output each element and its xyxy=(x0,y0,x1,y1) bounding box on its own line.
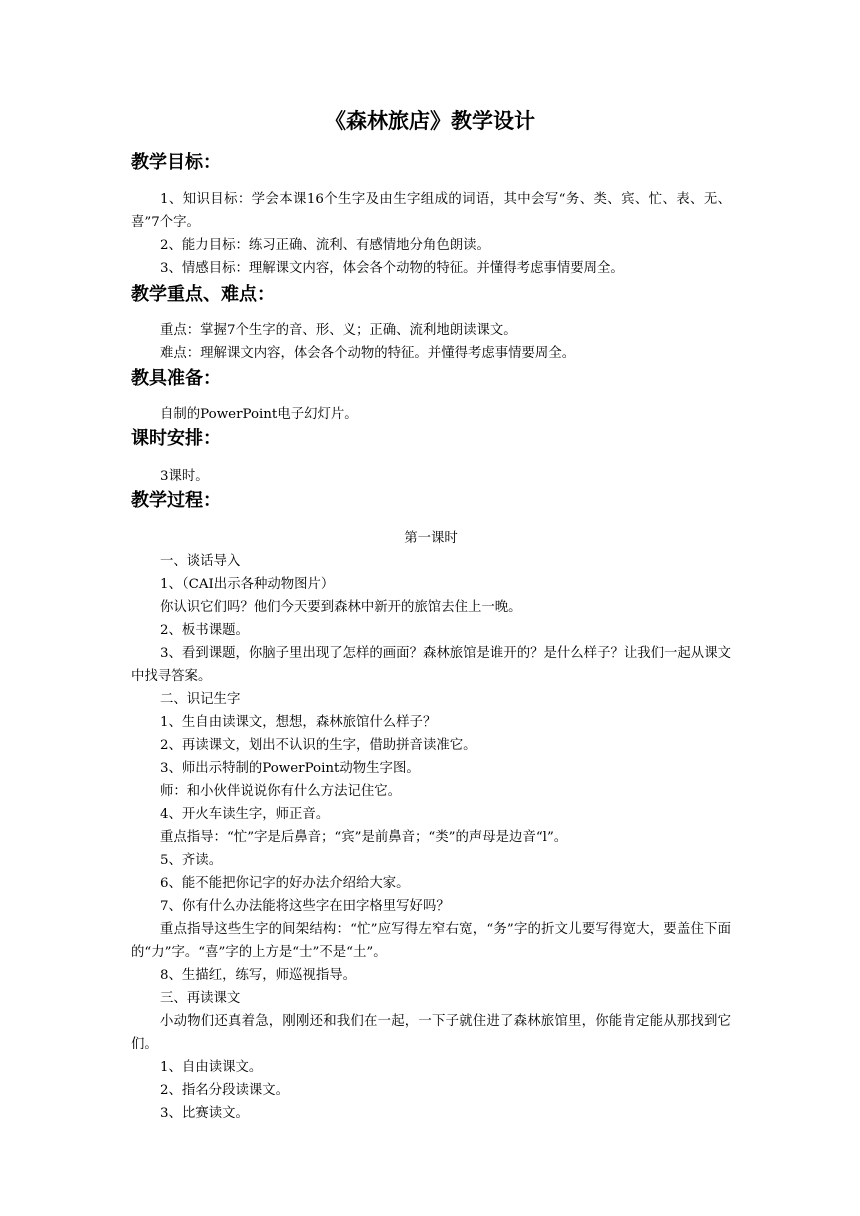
heading-key-points: 教学重点、难点： xyxy=(131,284,275,305)
key-point: 重点：掌握7个生字的音、形、义；正确、流利地朗读课文。 xyxy=(160,323,517,338)
heading-teaching-process: 教学过程： xyxy=(131,490,221,511)
paragraph: 3、看到课题，你脑子里出现了怎样的画面？森林旅馆是谁开的？是什么样子？让我们一起从课文中找寻答案。 xyxy=(131,646,731,684)
heading-teaching-goals: 教学目标： xyxy=(131,152,221,173)
paragraph: 8、生描红，练写，师巡视指导。 xyxy=(160,968,356,983)
paragraph: 3、比赛读文。 xyxy=(160,1106,249,1121)
paragraph: 重点指导这些生字的间架结构：“忙”应写得左窄右宽，“务”字的折文儿要写得宽大，要盖住下面的“力”字。“喜”字的上方是“士”不是“土”。 xyxy=(131,922,731,960)
paragraph: 2、指名分段读课文。 xyxy=(160,1083,290,1098)
paragraph: 小动物们还真着急，刚刚还和我们在一起，一下子就住进了森林旅馆里，你能肯定能从那找到它们。 xyxy=(131,1014,731,1052)
paragraph: 3、师出示特制的PowerPoint动物生字图。 xyxy=(160,761,420,776)
paragraph: 2、再读课文，划出不认识的生字，借助拼音读准它。 xyxy=(160,738,477,753)
teaching-aids-text: 自制的PowerPoint电子幻灯片。 xyxy=(160,407,358,422)
paragraph: 6、能不能把你记字的好办法介绍给大家。 xyxy=(160,876,410,891)
goal-knowledge: 1、知识目标：学会本课16个生字及由生字组成的词语，其中会写“务、类、宾、忙、表、无、喜”7个字。 xyxy=(131,192,731,230)
paragraph: 师：和小伙伴说说你有什么方法记住它。 xyxy=(160,784,402,799)
paragraph: 7、你有什么办法能将这些字在田字格里写好吗？ xyxy=(160,899,450,914)
heading-teaching-aids: 教具准备： xyxy=(131,368,221,389)
paragraph: 重点指导：“忙”字是后鼻音；“宾”是前鼻音；“类”的声母是边音“l”。 xyxy=(160,830,568,845)
goal-ability: 2、能力目标：练习正确、流利、有感情地分角色朗读。 xyxy=(160,238,490,253)
goal-emotion: 3、情感目标：理解课文内容，体会各个动物的特征。并懂得考虑事情要周全。 xyxy=(160,261,624,276)
paragraph: 2、板书课题。 xyxy=(160,623,249,638)
paragraph: 1、（CAI出示各种动物图片） xyxy=(160,577,335,592)
heading-lesson-schedule: 课时安排： xyxy=(131,428,221,449)
paragraph: 4、开火车读生字，师正音。 xyxy=(160,807,330,822)
section-three-heading: 三、再读课文 xyxy=(160,991,241,1006)
difficult-point: 难点：理解课文内容，体会各个动物的特征。并懂得考虑事情要周全。 xyxy=(160,346,576,361)
lesson-one-heading: 第一课时 xyxy=(404,531,458,546)
paragraph: 5、齐读。 xyxy=(160,853,223,868)
paragraph: 1、生自由读课文，想想，森林旅馆什么样子？ xyxy=(160,715,437,730)
paragraph: 1、自由读课文。 xyxy=(160,1060,263,1075)
section-one-heading: 一、谈话导入 xyxy=(160,554,241,569)
paragraph: 你认识它们吗？他们今天要到森林中新开的旅馆去住上一晚。 xyxy=(160,600,522,615)
lesson-schedule-text: 3课时。 xyxy=(160,469,209,484)
section-two-heading: 二、识记生字 xyxy=(160,692,241,707)
document-title: 《森林旅店》教学设计 xyxy=(325,108,535,133)
